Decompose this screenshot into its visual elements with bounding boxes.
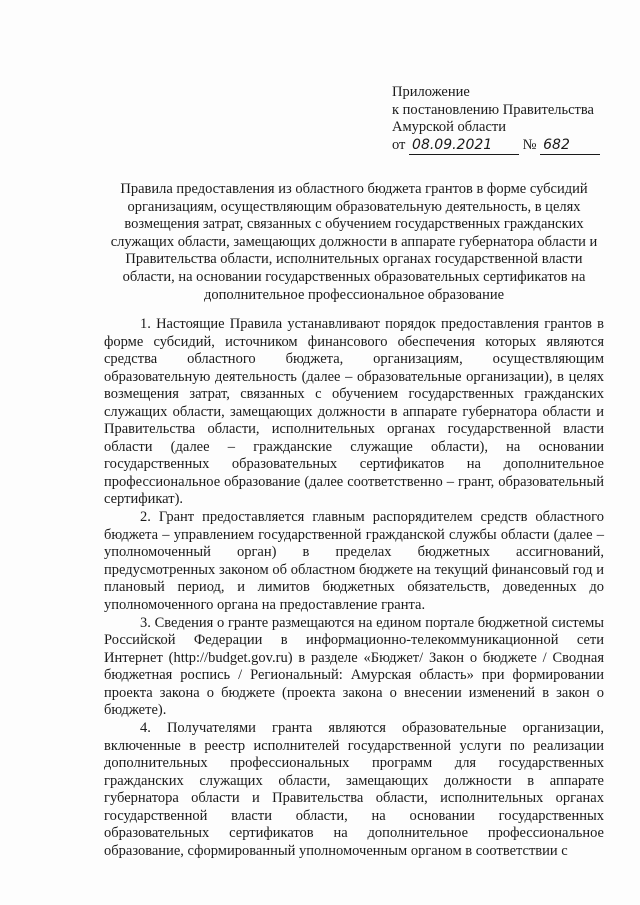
title-line: дополнительное профессиональное образование <box>203 286 505 303</box>
title-line: служащих области, замещающих должности в аппарате губернатора области и <box>110 233 598 250</box>
date-prefix: от <box>392 136 406 153</box>
document-title <box>104 181 604 304</box>
title-line: области, на основании государственных образовательных сертификатов на <box>122 268 586 285</box>
paragraph-4: 4. Получателями гранта являются образовательные организации, включенные в реестр исполнителей государственной услуги по реализации дополнительных профессиональных программ для государственных гражданских служащих области, замещающих должности в аппарате губернатора области и Правительства области, исполнительных органах государственной власти области, на основании государственных образовательных сертификатов на дополнительное профессиональное образование, сформированный уполномоченным органом в соответствии с <box>104 720 604 859</box>
appendix-block <box>392 84 612 155</box>
handwritten-number: 682 <box>540 137 600 156</box>
paragraph-2: 2. Грант предоставляется главным распорядителем средств областного бюджета – управлением государственной гражданской службы области (далее – уполномоченный орган) в пределах бюджетных ассигнований, предусмотренных законом об областном бюджете на текущий финансовый год и плановый период, и лимитов бюджетных обязательств, доведенных до уполномоченного органа на предоставление гранта. <box>104 509 604 613</box>
appendix-label: Приложение <box>392 84 470 100</box>
number-prefix: № <box>522 136 537 153</box>
title-line: возмещения затрат, связанных с обучением государственных гражданских <box>124 216 584 233</box>
appendix-resolution-ref: к постановлению Правительства <box>392 101 594 118</box>
document-body <box>104 316 604 861</box>
paragraph-3: 3. Сведения о гранте размещаются на едином портале бюджетной системы Российской Федерации в информационно-телекоммуникационной сети Интернет (http://budget.gov.ru) в разделе «Бюджет/ Закон о бюджете / Сводная бюджетная роспись / Региональный: Амурская область» при формировании проекта закона о бюджете (проекта закона о внесении изменений в закон о бюджете). <box>104 614 604 719</box>
handwritten-date: 08.09.2021 <box>409 137 519 156</box>
paragraph-1: 1. Настоящие Правила устанавливают порядок предоставления грантов в форме субсидий, источником финансового обеспечения которых являются средства областного бюджета, организациям, осуществляющим образовательную деятельность (далее – образовательные организации), в целях возмещения затрат, связанных с обучением государственных гражданских служащих области, замещающих должности в аппарате губернатора области и Правительства области, исполнительных органах государственной власти области (далее – гражданские служащие области), на основании государственных образовательных сертификатов на дополнительное профессиональное образование (далее соответственно – грант, образовательный сертификат). <box>104 316 604 507</box>
appendix-date-number-line <box>392 137 612 156</box>
title-line: Правила предоставления из областного бюджета грантов в форме субсидий <box>120 181 588 197</box>
title-line: Правительства области, исполнительных органах государственной власти <box>125 251 583 268</box>
title-line: организациям, осуществляющим образовательную деятельность, в целях <box>127 198 581 215</box>
appendix-region: Амурской области <box>392 119 506 135</box>
